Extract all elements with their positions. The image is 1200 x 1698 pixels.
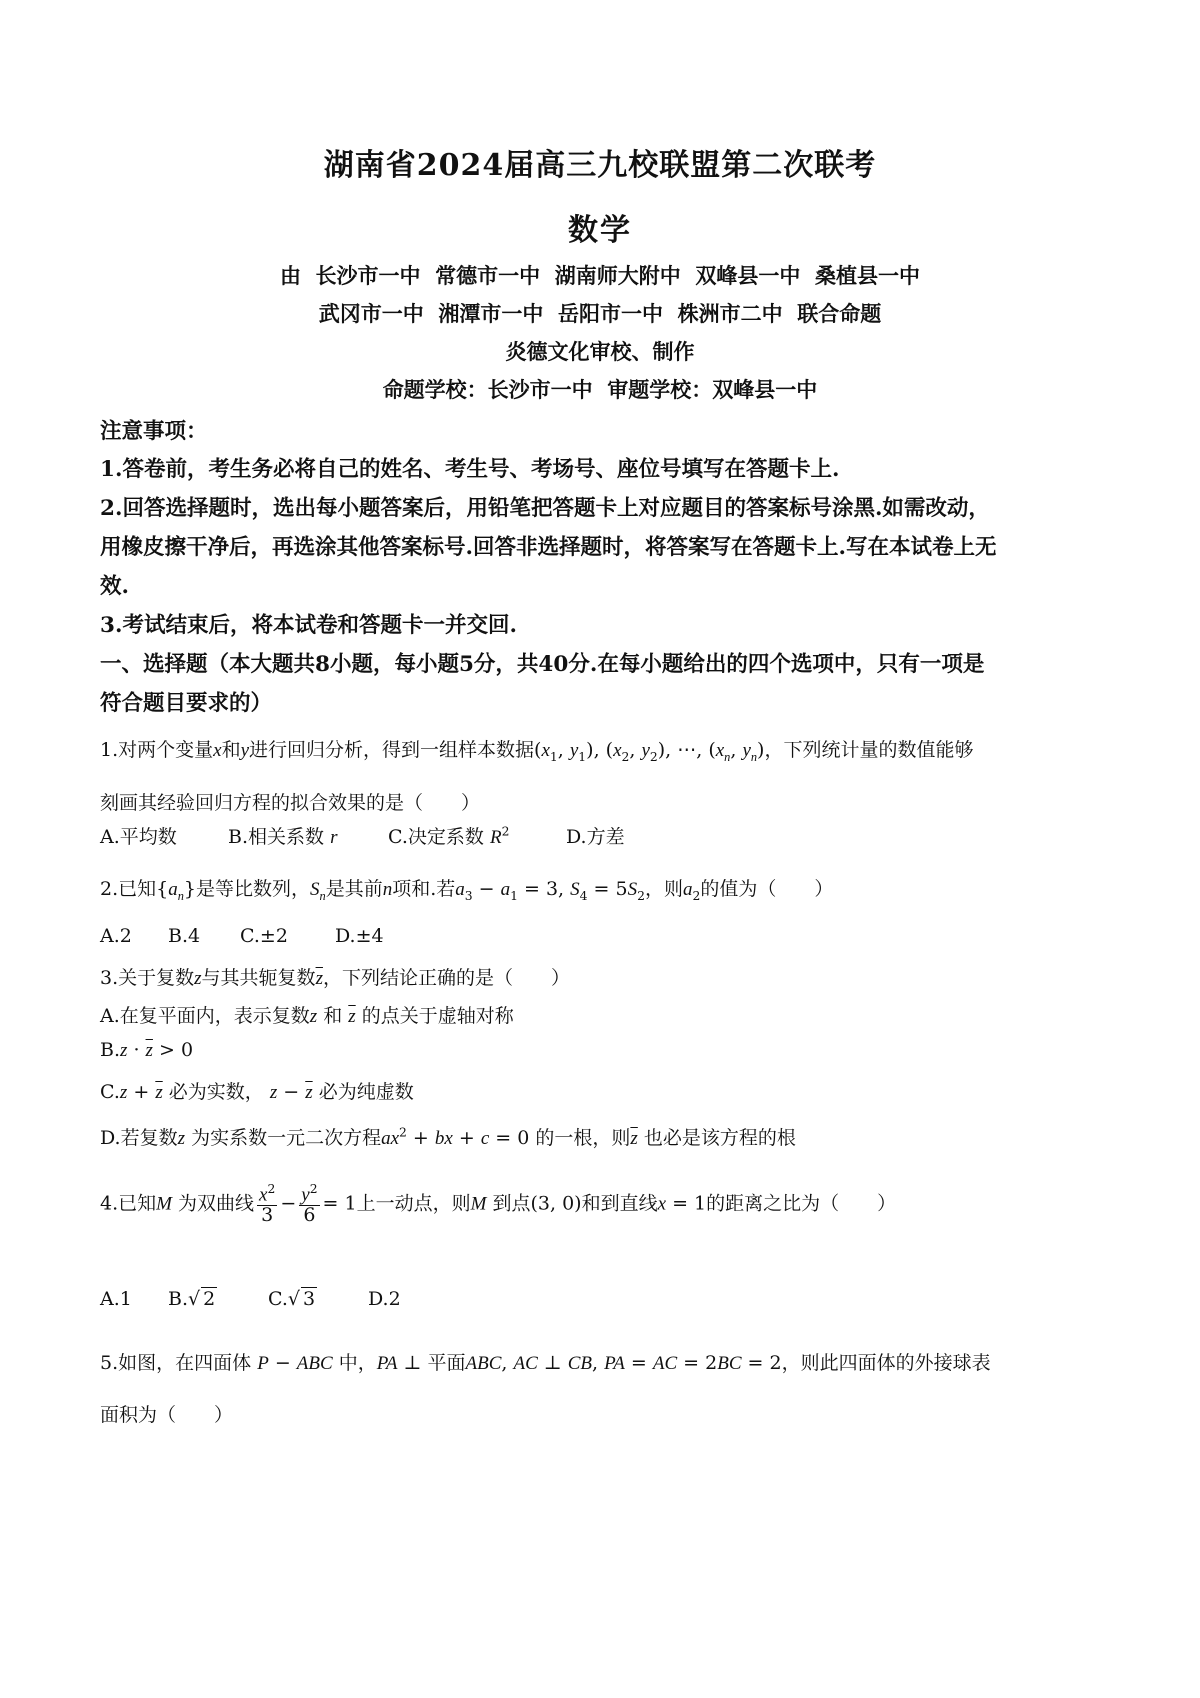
q1-option-b: B.相关系数 r	[228, 826, 338, 848]
question-1-options	[100, 822, 1120, 849]
notice-heading: 注意事项：	[100, 419, 208, 444]
question-4-options	[100, 1287, 1120, 1310]
q2-option-c: C.±2	[240, 925, 288, 947]
q2-option-d: D.±4	[335, 925, 384, 947]
question-1-line-1: 1.对两个变量x和y进行回归分析，得到一组样本数据($x_1$, $y_1$), ($x_2$, $y_2$), ⋯, ($x_n$, $y_n$)，下列统计量的数值能够	[100, 739, 974, 764]
question-1-line-2: 刻画其经验回归方程的拟合效果的是（ ）	[100, 792, 481, 814]
notice-item-2a: 2.回答选择题时，选出每小题答案后，用铅笔把答题卡上对应题目的答案标号涂黑.如需改动，	[100, 496, 990, 521]
q1-option-a: A.平均数	[100, 826, 177, 848]
question-5-line-2: 面积为（ ）	[100, 1404, 234, 1426]
q2-option-a: A.2	[100, 925, 132, 947]
question-3-option-b: $B.z \cdot \overline{z} > 0$	[100, 1039, 194, 1061]
q4-option-c: C.√ 3	[268, 1288, 316, 1310]
question-3-option-c: $C.z + \overline{z}$ 必为实数， $z - \overline{z}$ 必为纯虚数	[100, 1081, 414, 1103]
notice-item-2b: 用橡皮擦干净后，再选涂其他答案标号.回答非选择题时，将答案写在答题卡上.写在本试卷上无	[100, 535, 997, 560]
subject-title: 数学	[568, 213, 632, 248]
q2-option-b: B.4	[168, 925, 201, 947]
q4-option-b: B.√ 2	[168, 1288, 216, 1310]
question-5-line-1: 5.如图，在四面体 P − ABC 中，PA ⊥ 平面ABC, AC ⊥ CB, PA = AC = 2BC = 2，则此四面体的外接球表	[100, 1352, 991, 1374]
notice-item-1: 1.答卷前，考生务必将自己的姓名、考生号、考场号、座位号填写在答题卡上.	[100, 457, 840, 482]
q4-option-d: D.2	[368, 1288, 401, 1310]
notice-item-3: 3.考试结束后，将本试卷和答题卡一并交回.	[100, 613, 517, 638]
q1-option-d: D.方差	[566, 826, 625, 848]
question-3-option-a: A.在复平面内，表示复数z 和 $\overline{z}$ 的点关于虚轴对称	[100, 1005, 514, 1027]
section-heading-a: 一、选择题（本大题共8小题，每小题5分，共40分.在每小题给出的四个选项中，只有一项是	[100, 652, 985, 677]
question-2-line-1: 2.已知$\{a_n\}$是等比数列，$S_n$是其前n项和.若$a_3 - a_1 = 3$, $S_4 = 5S_2$，则$a_2$的值为（ ）	[100, 878, 834, 903]
exam-title: 湖南省2024届高三九校联盟第二次联考	[323, 148, 877, 183]
organizer-line-4: 命题学校：长沙市一中 审题学校：双峰县一中	[382, 377, 818, 402]
q1-option-c: C.决定系数 $R^2$	[388, 824, 510, 848]
notice-item-2c: 效.	[100, 574, 129, 599]
organizer-line-3: 炎德文化审校、制作	[505, 339, 695, 364]
q4-option-a: A.1	[100, 1288, 132, 1310]
question-2-options	[100, 925, 1120, 947]
question-4-line-1: 4.已知M 为双曲线 $\frac{x^2}{3}$ − $\frac{y^2}{6}$ = 1上一动点，则M 到点(3, 0)和到直线x = 1的距离之比为（ ）	[100, 1182, 897, 1227]
question-3-line-1: 3.关于复数z与其共轭复数$\overline{z}$，下列结论正确的是（ ）	[100, 967, 570, 989]
question-3-option-d: D.若复数z 为实系数一元二次方程$ax^2$ + bx + c = 0 的一根，则$\overline{z}$ 也必是该方程的根	[100, 1125, 796, 1149]
organizer-line-2: 武冈市一中 湘潭市一中 岳阳市一中 株洲市二中 联合命题	[318, 301, 882, 326]
organizer-line-1: 由 长沙市一中 常德市一中 湖南师大附中 双峰县一中 桑植县一中	[279, 263, 921, 288]
section-heading-b: 符合题目要求的）	[100, 691, 273, 716]
